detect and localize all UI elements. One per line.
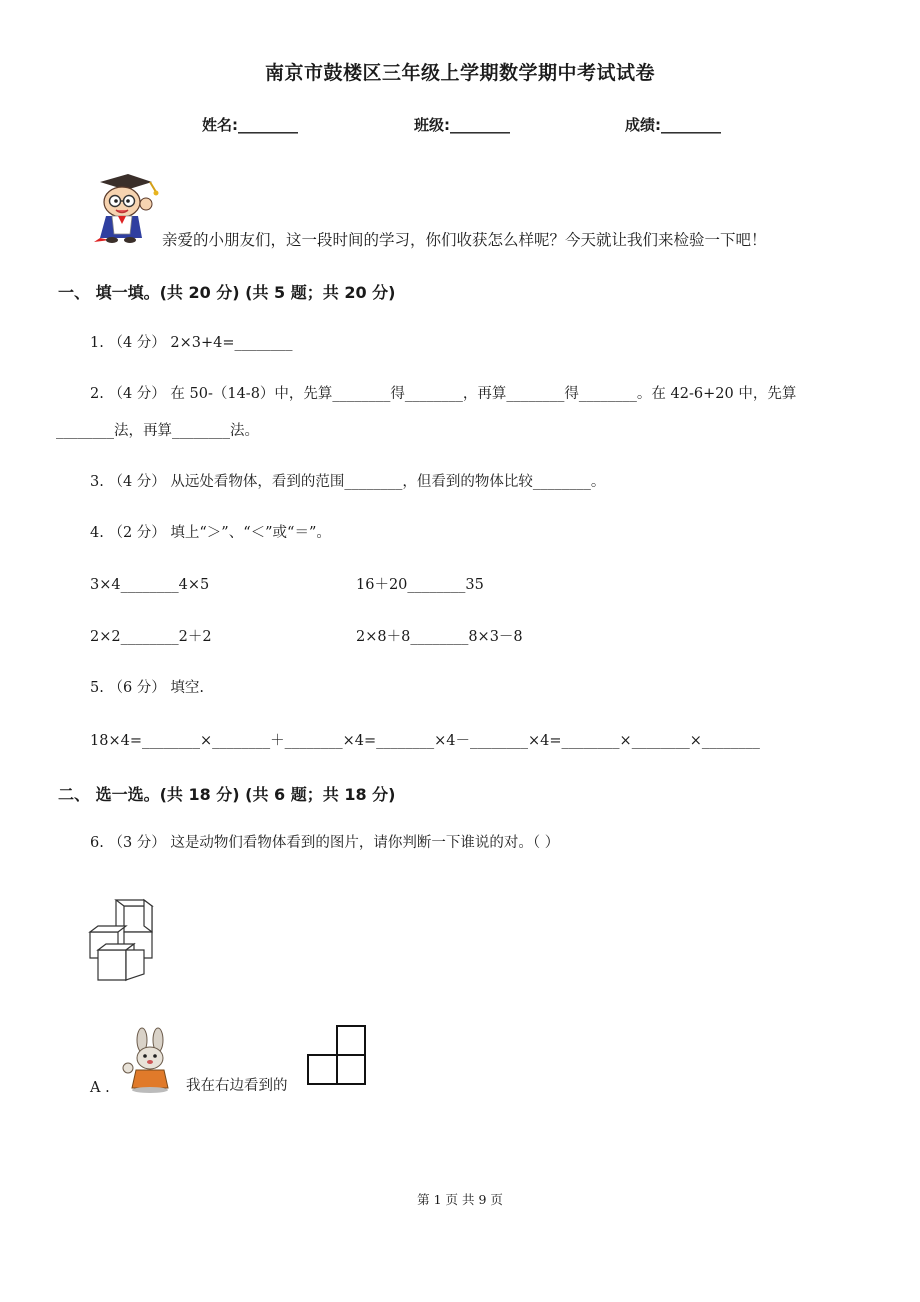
question-2-line-2: ________法，再算________法。	[56, 423, 259, 439]
view-shape-figure	[306, 1024, 368, 1088]
question-4-item-a: 3×4________4×5	[90, 577, 210, 593]
greeting-text: 亲爱的小朋友们，这一段时间的学习，你们收获怎么样呢？今天就让我们来检验一下吧！	[162, 231, 767, 249]
cube-stack-figure	[86, 896, 158, 986]
page-footer: 第 1 页 共 9 页	[417, 1192, 503, 1207]
question-2-line-1: 2. （4 分） 在 50-（14-8）中，先算________得________，再算________得________。在 42-6+20 中，先算	[90, 386, 797, 402]
section-heading-2: 二、 选一选。(共 18 分) (共 6 题；共 18 分)	[58, 785, 396, 804]
question-4: 4. （2 分） 填上“＞”、“＜”或“＝”。	[90, 525, 331, 541]
question-1: 1. （4 分） 2×3+4=________	[90, 335, 293, 351]
score-field: 成绩:________	[625, 116, 721, 134]
option-a-label: A .	[90, 1080, 110, 1096]
option-a-text: 我在右边看到的	[186, 1078, 288, 1094]
question-4-item-d: 2×8＋8________8×3－8	[356, 629, 523, 645]
class-field: 班级:________	[414, 116, 510, 134]
page-title: 南京市鼓楼区三年级上学期数学期中考试试卷	[264, 62, 655, 84]
mascot-icon	[92, 170, 164, 244]
section-heading-1: 一、 填一填。(共 20 分) (共 5 题；共 20 分)	[58, 283, 396, 302]
question-4-item-c: 2×2________2＋2	[90, 629, 212, 645]
question-4-item-b: 16＋20________35	[356, 577, 484, 593]
rabbit-icon	[120, 1028, 178, 1094]
question-5-fill-line: 18×4=________×________＋________×4=________×4－________×4=________×________×________	[90, 733, 760, 749]
question-5: 5. （6 分） 填空.	[90, 680, 204, 696]
question-6: 6. （3 分） 这是动物们看物体看到的图片，请你判断一下谁说的对。（ ）	[90, 835, 560, 851]
name-field: 姓名:________	[202, 116, 298, 134]
question-3: 3. （4 分） 从远处看物体，看到的范围________，但看到的物体比较________。	[90, 474, 606, 490]
